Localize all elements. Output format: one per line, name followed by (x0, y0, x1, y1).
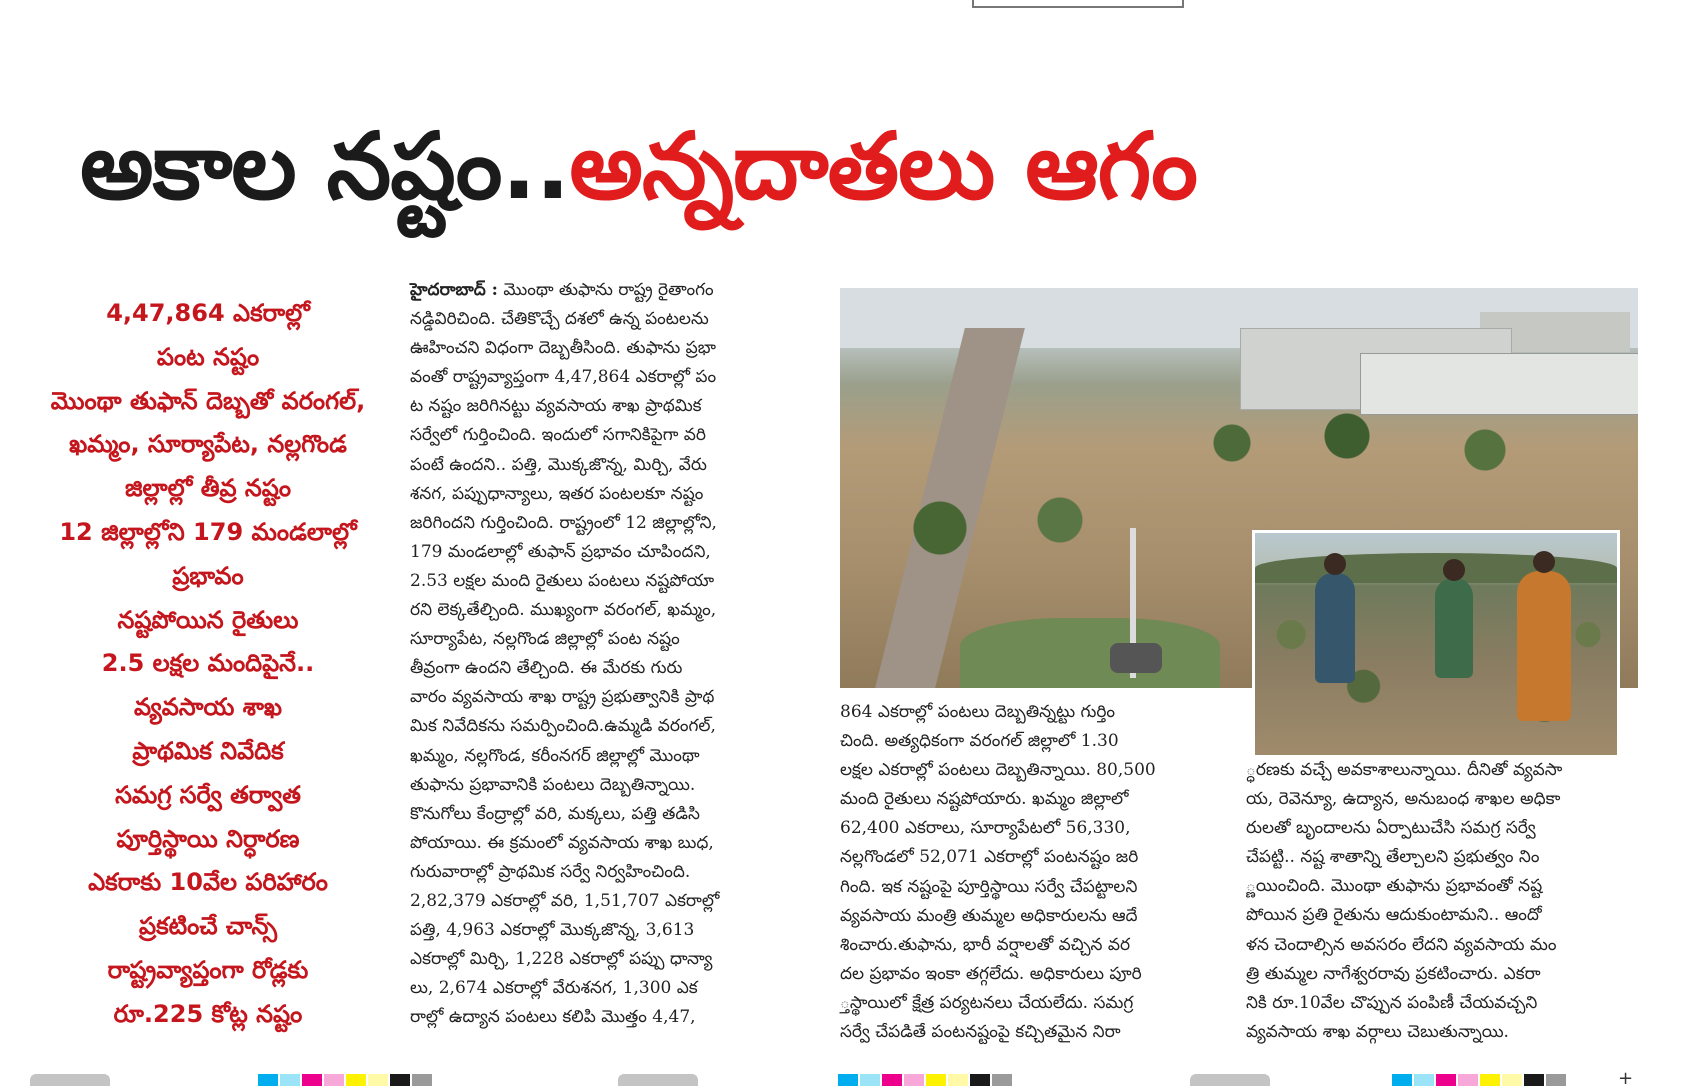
column-1-line: ఎకరాల్లో మిర్చి, 1,228 ఎకరాల్లో పప్పు ధాన్యా (410, 949, 713, 970)
article-column-1 (410, 276, 790, 1032)
column-2-line: సర్వే చేపడితే పంటనష్టంపై కచ్చితమైన నిరా (840, 1022, 1121, 1043)
highlight-line: 2.5 లక్షల మందిపైనే.. (101, 649, 315, 678)
color-swatch (970, 1074, 990, 1086)
highlight-line: పంట నష్టం (156, 342, 260, 371)
column-2-line: దల ప్రభావం ఇంకా తగ్గలేదు. అధికారులు పూరి (840, 963, 1142, 984)
column-1-line: తుఫాను ప్రభావానికి పంటలు దెబ్బతిన్నాయి. (410, 774, 696, 795)
color-swatch (302, 1074, 322, 1086)
highlight-line: ఎకరాకు 10వేల పరిహారం (88, 868, 328, 897)
highlight-line: పూర్తిస్థాయి నిర్ధారణ (116, 824, 300, 853)
column-1-line: సూర్యాపేట, నల్లగొండ జిల్లాల్లో పంట నష్టం (410, 629, 680, 650)
column-1-line: జరిగిందని గుర్తించింది. రాష్ట్రంలో 12 జిల్లాల్లోని, (410, 512, 717, 533)
column-1-line: పత్తి, 4,963 ఎకరాల్లో మొక్కజొన్న, 3,613 (410, 920, 695, 941)
photo-farmer-head (1533, 551, 1555, 573)
color-swatch (948, 1074, 968, 1086)
photo-trees (1140, 408, 1600, 478)
highlight-line: ప్రభావం (172, 561, 244, 590)
color-swatch (1524, 1074, 1544, 1086)
column-2-line: నల్లగొండలో 52,071 ఎకరాల్లో పంటనష్టం జరి (840, 847, 1139, 868)
column-2-line: ్తస్థాయిలో క్షేత్ర పర్యటనలు చేయలేదు. సమగ్ర (840, 992, 1134, 1013)
highlights-sidebar (8, 292, 408, 1032)
column-1-body (410, 305, 790, 1032)
column-2-line: మంది రైతులు నష్టపోయారు. ఖమ్మం జిల్లాలో (840, 789, 1129, 810)
column-1-line: పంటే ఉందని.. పత్తి, మొక్కజొన్న, మిర్చి, వేరు (410, 454, 707, 475)
print-registration-mark (1190, 1074, 1270, 1086)
highlight-line: నష్టపోయిన రైతులు (117, 605, 299, 634)
headline-black: అకాల నష్టం.. (80, 113, 570, 220)
column-2-line: లక్షల ఎకరాల్లో పంటలు దెబ్బతిన్నాయి. 80,500 (840, 760, 1156, 781)
column-3-line: వ్యవసాయ శాఖ వర్గాలు చెబుతున్నాయి. (1246, 1021, 1509, 1042)
highlight-line: 4,47,864 ఎకరాల్లో (106, 299, 310, 327)
column-1-line: కొనుగోలు కేంద్రాల్లో వరి, మక్కలు, పత్తి తడిసి (410, 803, 700, 824)
color-swatch (1436, 1074, 1456, 1086)
highlight-line: జిల్లాల్లో తీవ్ర నష్టం (124, 474, 292, 503)
color-swatch (1458, 1074, 1478, 1086)
color-swatch (1392, 1074, 1412, 1086)
column-3-line: య, రెవెన్యూ, ఉద్యాన, అనుబంధ శాఖల అధికా (1246, 789, 1561, 810)
dateline: హైదరాబాద్ : (410, 280, 498, 300)
print-registration-mark (30, 1074, 110, 1086)
column-3-line: ్ణయించింది. మొంథా తుఫాను ప్రభావంతో నష్ట (1246, 876, 1543, 897)
column-1-line: ఊహించని విధంగా దెబ్బతీసింది. తుఫాను ప్రభా (410, 338, 716, 359)
photo-building (1360, 353, 1638, 415)
photo-car (1110, 643, 1162, 673)
color-swatch (346, 1074, 366, 1086)
highlight-line: రూ.225 కోట్ల నష్టం (113, 999, 303, 1028)
column-1-line: రని లెక్కతేల్చింది. ముఖ్యంగా వరంగల్, ఖమ్మం, (410, 600, 717, 621)
photo-grass (960, 618, 1220, 688)
column-2-line: చింది. అత్యధికంగా వరంగల్ జిల్లాలో 1.30 (840, 731, 1119, 752)
highlight-line: ప్రాథమిక నివేదిక (132, 736, 284, 765)
column-1-line: మిక నివేదికను సమర్పించింది.ఉమ్మడి వరంగల్, (410, 716, 716, 737)
color-swatch (258, 1074, 278, 1086)
color-swatch (1546, 1074, 1566, 1086)
highlight-line: 12 జిల్లాల్లోని 179 మండలాల్లో (59, 517, 357, 546)
highlight-line: ఖమ్మం, సూర్యాపేట, నల్లగొండ (69, 430, 347, 459)
color-swatch (412, 1074, 432, 1086)
color-swatch (992, 1074, 1012, 1086)
column-1-first-line (410, 276, 790, 305)
column-2-line: వ్యవసాయ మంత్రి తుమ్మల అధికారులను ఆదే (840, 905, 1138, 926)
column-1-line: వంతో రాష్ట్రవ్యాప్తంగా 4,47,864 ఎకరాల్లో పం (410, 367, 717, 388)
column-1-first-line-text: మొంథా తుఫాను రాష్ట్ర రైతాంగం (497, 280, 714, 300)
column-1-line: గురువారాల్లో ప్రాథమిక సర్వే నిర్వహించింది. (410, 861, 691, 882)
column-3-line: ళన చెందాల్సిన అవసరం లేదని వ్యవసాయ మం (1246, 934, 1557, 955)
column-1-line: నడ్డివిరిచింది. చేతికొచ్చే దశలో ఉన్న పంటలను (410, 309, 709, 330)
color-swatch (860, 1074, 880, 1086)
column-1-line: 2,82,379 ఎకరాల్లో వరి, 1,51,707 ఎకరాల్లో (410, 890, 720, 911)
color-swatch (904, 1074, 924, 1086)
color-swatch (926, 1074, 946, 1086)
column-2-line: గింది. ఇక నష్టంపై పూర్తిస్థాయి సర్వే చేపట్టాలని (840, 876, 1138, 897)
column-1-line: 179 మండలాల్లో తుఫాన్ ప్రభావం చూపిందని, (410, 541, 711, 562)
column-2-line: శించారు.తుఫాను, భారీ వర్షాలతో వచ్చిన వర (840, 934, 1131, 955)
color-swatch (1414, 1074, 1434, 1086)
column-3-line: పోయిన ప్రతి రైతును ఆదుకుంటామని.. ఆందో (1246, 905, 1542, 926)
highlight-line: ప్రకటించే చాన్స్ (139, 912, 277, 941)
photo-farmer (1315, 573, 1355, 683)
headline-red: అన్నదాతలు ఆగం (569, 113, 1197, 220)
photo-farmer (1517, 571, 1571, 721)
color-swatch (882, 1074, 902, 1086)
color-swatch (280, 1074, 300, 1086)
color-swatch (1502, 1074, 1522, 1086)
headline (80, 92, 1620, 242)
column-2-line: 62,400 ఎకరాలు, సూర్యాపేటలో 56,330, (840, 818, 1131, 839)
photo-trees (850, 488, 1150, 568)
color-swatch (390, 1074, 410, 1086)
farmers-in-flooded-cotton-field-photo (1252, 530, 1620, 758)
column-3-line: చేపట్టి.. నష్ట శాతాన్ని తేల్చాలని ప్రభుత్వం నిం (1246, 847, 1540, 868)
column-1-line: శనగ, పప్పుధాన్యాలు, ఇతర పంటలకూ నష్టం (410, 483, 704, 504)
color-swatch (838, 1074, 858, 1086)
column-1-line: వారం వ్యవసాయ శాఖ రాష్ట్ర ప్రభుత్వానికి ప్రాథ (410, 687, 715, 708)
column-1-line: లు, 2,674 ఎకరాల్లో వేరుశనగ, 1,300 ఎక (410, 978, 698, 999)
article-column-3 (1246, 756, 1646, 1047)
color-swatch (368, 1074, 388, 1086)
column-1-line: ఖమ్మం, నల్లగొండ, కరీంనగర్ జిల్లాల్లో మొంథా (410, 745, 700, 766)
registration-crosshair-icon: + (1618, 1068, 1634, 1089)
photo-farmer (1435, 578, 1473, 678)
column-1-line: తీవ్రంగా ఉందని తేల్చింది. ఈ మేరకు గురు (410, 658, 683, 679)
highlight-line: వ్యవసాయ శాఖ (133, 693, 283, 722)
highlight-line: సమగ్ర సర్వే తర్వాత (115, 780, 301, 809)
column-3-line: త్రి తుమ్మల నాగేశ్వరరావు ప్రకటించారు. ఎకరా (1246, 963, 1541, 984)
color-swatch (324, 1074, 344, 1086)
column-2-line: 864 ఎకరాల్లో పంటలు దెబ్బతిన్నట్టు గుర్తిం (840, 702, 1116, 722)
column-3-line: నికి రూ.10వేల చొప్పున పంపిణీ చేయవచ్చని (1246, 992, 1538, 1013)
highlight-line: మొంథా తుఫాన్ దెబ్బతో వరంగల్, (50, 386, 366, 415)
column-1-line: ట నష్టం జరిగినట్టు వ్యవసాయ శాఖ ప్రాథమిక (410, 396, 702, 417)
column-1-line: సర్వేలో గుర్తించింది. ఇందులో సగానికిపైగా వరి (410, 425, 706, 446)
top-frame-edge (972, 0, 1184, 8)
color-swatch (1480, 1074, 1500, 1086)
photo-farmer-head (1443, 559, 1465, 581)
column-3-line: రులతో బృందాలను ఏర్పాటుచేసి సమగ్ర సర్వే (1246, 818, 1536, 839)
highlight-line: రాష్ట్రవ్యాప్తంగా రోడ్లకు (107, 955, 309, 984)
column-1-line: పోయాయి. ఈ క్రమంలో వ్యవసాయ శాఖ బుధ, (410, 832, 714, 853)
article-column-2 (840, 698, 1240, 1047)
column-3-line: ్ధరణకు వచ్చే అవకాశాలున్నాయి. దీనితో వ్యవసా (1246, 760, 1563, 780)
column-1-line: రాల్లో ఉద్యాన పంటలు కలిపి మొత్తం 4,47, (410, 1007, 696, 1028)
photo-farmer-head (1324, 553, 1346, 575)
column-1-line: 2.53 లక్షల మంది రైతులు పంటలు నష్టపోయా (410, 570, 715, 591)
print-registration-mark (618, 1074, 698, 1086)
